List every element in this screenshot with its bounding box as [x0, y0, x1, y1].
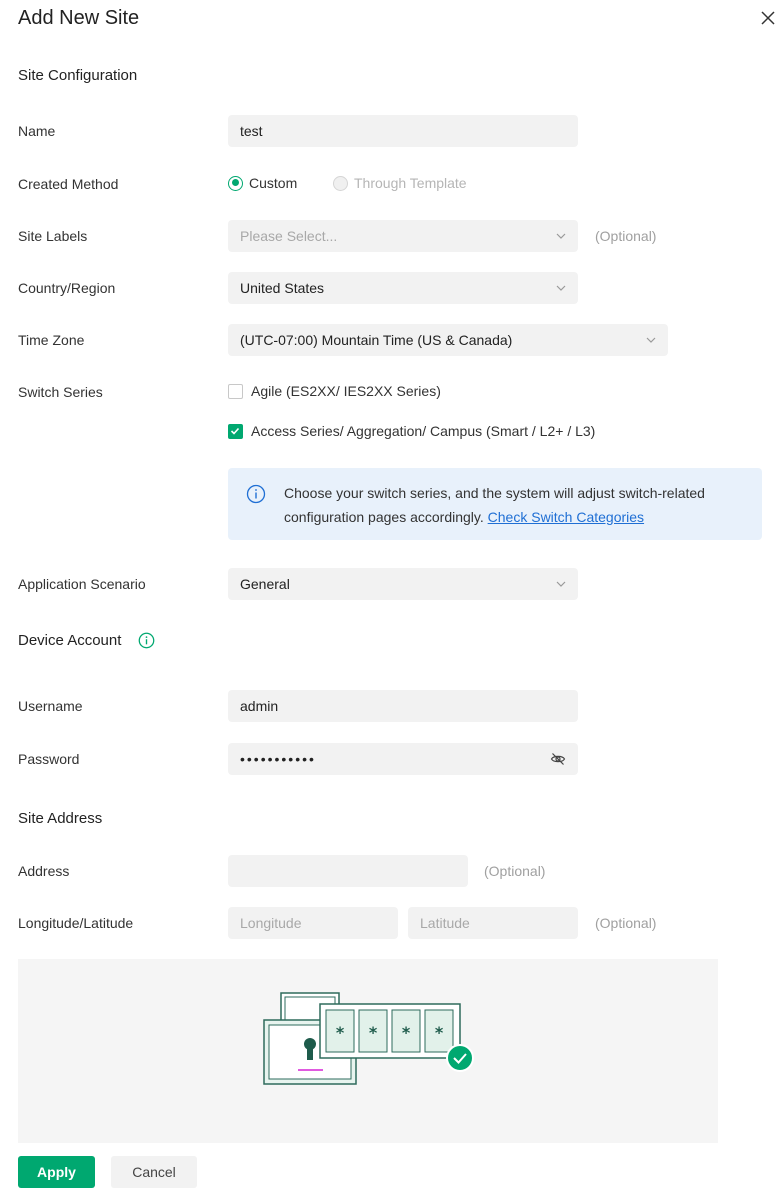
time-zone-label: Time Zone [18, 332, 85, 348]
site-labels-label: Site Labels [18, 228, 88, 244]
section-site-address: Site Address [18, 810, 103, 827]
name-input[interactable] [228, 115, 578, 147]
application-scenario-select[interactable] [228, 568, 578, 600]
dialog-title: Add New Site [18, 7, 140, 29]
name-value: test [240, 123, 263, 139]
lonlat-optional: (Optional) [595, 915, 657, 931]
country-select[interactable] [228, 272, 578, 304]
time-zone-select[interactable] [228, 324, 668, 356]
checkbox-agile-label: Agile (ES2XX/ IES2XX Series) [251, 383, 441, 399]
address-input[interactable] [228, 855, 468, 887]
country-value: United States [240, 280, 325, 296]
latitude-placeholder: Latitude [420, 915, 470, 931]
application-scenario-label: Application Scenario [18, 576, 146, 592]
close-icon[interactable] [758, 8, 778, 28]
radio-custom-label: Custom [249, 175, 298, 191]
longitude-placeholder: Longitude [240, 915, 302, 931]
radio-through-template[interactable] [333, 175, 467, 191]
chevron-down-icon [556, 231, 566, 241]
time-zone-value: (UTC-07:00) Mountain Time (US & Canada) [240, 332, 513, 348]
info-icon [246, 484, 266, 504]
country-label: Country/Region [18, 280, 116, 296]
map-area[interactable] [18, 959, 718, 1143]
radio-through-template-label: Through Template [354, 175, 467, 191]
checkbox-access-series[interactable] [228, 423, 595, 439]
checkbox-checked-icon [228, 424, 243, 439]
address-label: Address [18, 863, 70, 879]
switch-series-info-box [228, 468, 762, 540]
created-method-label: Created Method [18, 176, 119, 192]
switch-series-label: Switch Series [18, 384, 103, 400]
chevron-down-icon [556, 283, 566, 293]
site-labels-select[interactable] [228, 220, 578, 252]
cancel-button[interactable]: Cancel [111, 1156, 197, 1188]
radio-disabled-icon [333, 176, 348, 191]
password-input[interactable] [228, 743, 578, 775]
check-switch-categories-link[interactable]: Check Switch Categories [487, 509, 645, 525]
longitude-input[interactable] [228, 907, 398, 939]
eye-off-icon[interactable] [550, 751, 566, 767]
radio-checked-icon [228, 176, 243, 191]
illustration-char: * [335, 1023, 345, 1042]
checkbox-access-series-label: Access Series/ Aggregation/ Campus (Smart / L2+ / L3) [251, 423, 596, 439]
username-input[interactable] [228, 690, 578, 722]
password-label: Password [18, 751, 80, 767]
username-label: Username [18, 698, 83, 714]
longitude-latitude-label: Longitude/Latitude [18, 915, 134, 931]
info-text: Choose your switch series, and the system will adjust switch-related configuration pages accordingly. [284, 485, 705, 525]
checkbox-agile[interactable] [228, 383, 441, 399]
chevron-down-icon [556, 579, 566, 589]
apply-button[interactable]: Apply [18, 1156, 95, 1188]
radio-custom[interactable] [228, 175, 297, 191]
illustration-char: * [368, 1023, 378, 1042]
chevron-down-icon [646, 335, 656, 345]
username-value: admin [240, 698, 279, 714]
checkbox-unchecked-icon [228, 384, 243, 399]
address-optional: (Optional) [484, 863, 546, 879]
site-labels-optional: (Optional) [595, 228, 657, 244]
site-labels-placeholder: Please Select... [240, 228, 338, 244]
illustration-char: * [434, 1023, 444, 1042]
illustration-char: * [401, 1023, 411, 1042]
section-device-account: Device Account [18, 632, 122, 649]
latitude-input[interactable] [408, 907, 578, 939]
section-site-configuration: Site Configuration [18, 67, 138, 84]
password-value: ••••••••••• [240, 751, 316, 767]
application-scenario-value: General [240, 576, 290, 592]
info-icon[interactable] [138, 632, 155, 649]
name-label: Name [18, 123, 56, 139]
locked-map-illustration [263, 992, 475, 1086]
